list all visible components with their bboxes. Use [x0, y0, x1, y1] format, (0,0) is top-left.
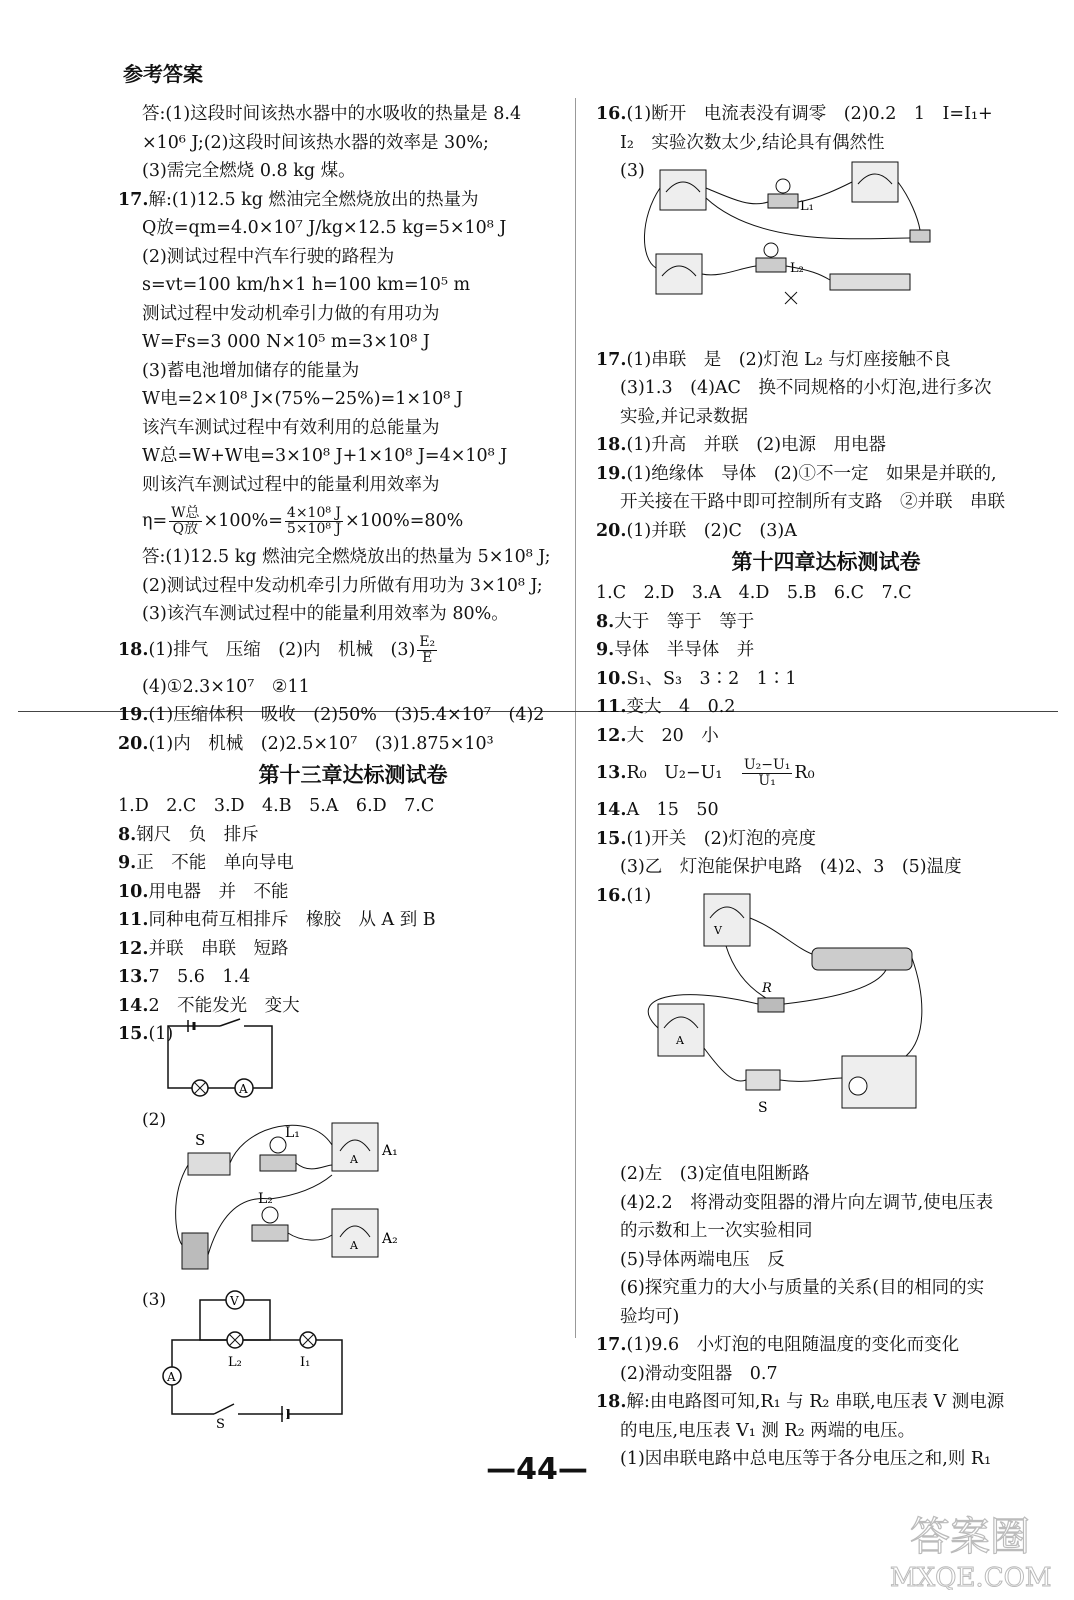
eq-middle: ×100%= — [203, 510, 283, 531]
answer-line — [118, 385, 588, 414]
question-number: 20. — [596, 520, 627, 541]
question-number: 16. — [596, 885, 627, 906]
answer-text: 则该汽车测试过程中的能量利用效率为 — [142, 474, 440, 495]
answer-line — [118, 157, 588, 186]
answer-text: (1)升高 并联 (2)电源 用电器 — [626, 435, 887, 455]
question-number: 10. — [118, 881, 149, 902]
label-15-3: (3) — [142, 1290, 167, 1310]
answer-text: (5)导体两端电压 反 — [620, 1249, 785, 1270]
answer-text: (2)测试过程中汽车行驶的路程为 — [142, 246, 395, 267]
answer-line — [596, 346, 1056, 375]
fraction — [285, 506, 343, 537]
answer-text: I₂ 实验次数太少,结论具有偶然性 — [620, 132, 885, 153]
answer-line — [118, 328, 588, 357]
ammeter-a1-label: A₁ — [382, 1143, 398, 1159]
ammeter-symbol: A — [350, 1153, 358, 1166]
answer-line — [596, 100, 1056, 129]
answer-text: 钢尺 负 排斥 — [136, 824, 259, 845]
answer-line — [118, 963, 588, 992]
ammeter-symbol: A — [167, 1370, 176, 1384]
answer-line — [118, 673, 588, 702]
answer-text: S₁、S₃ 3∶2 1∶1 — [626, 668, 797, 689]
answer-line — [596, 636, 1056, 665]
answer-text: (1)断开 电流表没有调零 (2)0.2 1 I=I₁+ — [626, 104, 993, 124]
answer-line — [118, 543, 588, 572]
answer-text: (3)需完全燃烧 0.8 kg 煤。 — [142, 161, 356, 181]
page-header: 参考答案 — [123, 62, 203, 86]
answer-text: 测试过程中发动机牵引力做的有用功为 — [142, 303, 440, 324]
answer-line — [118, 471, 588, 500]
question-number: 11. — [118, 910, 149, 930]
fraction — [742, 758, 793, 789]
answer-text: (1)开关 (2)灯泡的亮度 — [626, 828, 817, 849]
question-number: 18. — [596, 435, 627, 455]
answer-text: s=vt=100 km/h×1 h=100 km=10⁵ m — [142, 275, 471, 295]
lamp-l2-label: L₂ — [228, 1355, 242, 1370]
answer-line — [118, 300, 588, 329]
answer-text: 大 20 小 — [626, 725, 719, 746]
answer-text: 答:(1)这段时间该热水器中的水吸收的热量是 8.4 — [142, 104, 522, 124]
answer-line — [118, 186, 588, 215]
voltmeter-symbol: V — [714, 924, 722, 937]
answer-line — [118, 792, 588, 821]
answer-line — [118, 357, 588, 386]
page-number: —44— — [486, 1452, 588, 1487]
numerator: E₂ — [419, 634, 436, 650]
lamp-l2-label: L₂ — [790, 261, 804, 276]
answer-text: (1)9.6 小灯泡的电阻随温度的变化而变化 — [626, 1335, 960, 1355]
question-number: 13. — [118, 967, 149, 987]
answer-13-ch14 — [596, 750, 1056, 796]
answer-text: (3)该汽车测试过程中的能量利用效率为 80%。 — [142, 604, 509, 624]
answer-line — [118, 572, 588, 601]
circuit-15-1 — [160, 1018, 280, 1100]
denominator: 5×10⁸ J — [286, 520, 342, 537]
answer-line — [596, 1217, 1056, 1246]
answer-text: (3) — [620, 161, 645, 181]
ammeter-symbol: A — [676, 1034, 684, 1047]
lamp-l1-label: L₁ — [285, 1125, 300, 1141]
answer-text: A 15 50 — [626, 800, 719, 820]
answer-text: 答:(1)12.5 kg 燃油完全燃烧放出的热量为 5×10⁸ J; — [142, 547, 551, 567]
answer-line — [596, 825, 1056, 854]
answer-line — [596, 1189, 1056, 1218]
answer-text: (1)压缩体积 吸收 (2)50% (3)5.4×10⁷ (4)2 — [148, 705, 545, 725]
answer-text: 1.D 2.C 3.D 4.B 5.A 6.D 7.C — [118, 796, 435, 816]
answer-line — [596, 1388, 1056, 1417]
answer-text: (1)并联 (2)C (3)A — [626, 520, 797, 541]
answer-text: (2)滑动变阻器 0.7 — [620, 1363, 778, 1384]
answer-line — [118, 935, 588, 964]
question-number: 19. — [118, 705, 149, 725]
answer-line — [596, 1246, 1056, 1275]
answer-line — [118, 730, 588, 759]
watermark-line2: MXQE.COM — [890, 1563, 1052, 1590]
answer-text: 实验,并记录数据 — [620, 406, 749, 427]
answer-line — [596, 1160, 1056, 1189]
question-number: 8. — [596, 611, 615, 632]
answer-text: (4)①2.3×10⁷ ②11 — [142, 676, 310, 697]
answer-text: Q放=qm=4.0×10⁷ J/kg×12.5 kg=5×10⁸ J — [142, 218, 507, 238]
answer-line — [596, 1274, 1056, 1303]
efficiency-equation — [118, 499, 588, 543]
question-number: 14. — [596, 800, 627, 820]
answer-line — [118, 271, 588, 300]
answer-text: W=Fs=3 000 N×10⁵ m=3×10⁸ J — [142, 332, 430, 352]
ammeter-symbol: A — [350, 1239, 358, 1252]
svg-text:A: A — [239, 1082, 248, 1096]
answer-text: ×10⁶ J;(2)这段时间该热水器的效率是 30%; — [142, 132, 489, 153]
label-15-2: (2) — [142, 1110, 167, 1130]
answer-line — [118, 100, 588, 129]
circuit-16-1-photo — [636, 888, 936, 1128]
question-number: 11. — [596, 697, 627, 717]
switch-label: S — [216, 1417, 225, 1430]
answer-line — [118, 243, 588, 272]
answer-text: 1.C 2.D 3.A 4.D 5.B 6.C 7.C — [596, 583, 912, 603]
answer-line — [596, 374, 1056, 403]
answer-line — [118, 129, 588, 158]
answer-text: (1)内 机械 (2)2.5×10⁷ (3)1.875×10³ — [148, 733, 494, 754]
question-number: 8. — [118, 824, 137, 845]
question-number: 19. — [596, 463, 627, 484]
answer-text: (1)串联 是 (2)灯泡 L₂ 与灯座接触不良 — [626, 349, 951, 370]
answer-text: 并联 串联 短路 — [148, 938, 289, 959]
answer-text: (1)排气 压缩 (2)内 机械 (3) — [148, 640, 416, 661]
answer-text: 2 不能发光 变大 — [148, 995, 300, 1016]
answer-line — [596, 517, 1056, 546]
lamp-l2-label: L₂ — [258, 1191, 273, 1207]
section-title-ch13: 第十三章达标测试卷 — [258, 763, 448, 787]
resistor-label: R — [762, 981, 772, 996]
answer-line — [118, 701, 588, 730]
answer-text: 验均可) — [620, 1306, 680, 1327]
answer-text: (6)探究重力的大小与质量的关系(目的相同的实 — [620, 1278, 985, 1298]
answer-line — [596, 693, 1056, 722]
numerator: U₂−U₁ — [743, 756, 791, 773]
voltmeter-symbol: V — [230, 1294, 239, 1308]
answer-text: 的示数和上一次实验相同 — [620, 1221, 813, 1241]
answer-text: (2)测试过程中发动机牵引力所做有用功为 3×10⁸ J; — [142, 575, 543, 596]
lamp-l1-label: L₁ — [800, 199, 814, 214]
denominator: E — [422, 650, 433, 666]
question-number: 18. — [118, 640, 149, 661]
answer-line — [118, 600, 588, 629]
answer-line — [596, 665, 1056, 694]
fraction — [169, 506, 201, 537]
ammeter-a2-label: A₂ — [382, 1231, 398, 1247]
answer-text: (4)2.2 将滑动变阻器的滑片向左调节,使电压表 — [620, 1192, 994, 1213]
switch-label: S — [758, 1100, 768, 1116]
question-number: 10. — [596, 668, 627, 689]
answer-text: W总=W+W电=3×10⁸ J+1×10⁸ J=4×10⁸ J — [142, 446, 508, 466]
question-number: 14. — [118, 995, 149, 1016]
answer-line — [596, 608, 1056, 637]
answer-text: 的电压,电压表 V₁ 测 R₂ 两端的电压。 — [620, 1420, 916, 1441]
eq-end: ×100%=80% — [345, 510, 464, 531]
question-number: 12. — [596, 725, 627, 746]
answer-text: (3)乙 灯泡能保护电路 (4)2、3 (5)温度 — [620, 857, 962, 877]
denominator: U₁ — [758, 772, 776, 789]
left-column — [118, 100, 588, 1049]
answer-line — [596, 403, 1056, 432]
denominator: Q放 — [172, 520, 199, 537]
answer-text: (1)因串联电路中总电压等于各分电压之和,则 R₁ — [620, 1449, 992, 1469]
answer-line — [118, 442, 588, 471]
answer-line — [596, 1360, 1056, 1389]
question-number: 17. — [596, 1335, 627, 1355]
answer-text: (1) — [626, 885, 652, 906]
question-number: 16. — [596, 104, 627, 124]
answer-text: R₀ U₂−U₁ — [626, 762, 740, 783]
answer-line — [118, 906, 588, 935]
answer-line — [596, 1417, 1056, 1446]
answer-text: (1)绝缘体 导体 (2)①不一定 如果是并联的, — [626, 463, 997, 484]
answer-text: 变大 4 0.2 — [626, 697, 736, 717]
section-title-ch14: 第十四章达标测试卷 — [731, 550, 921, 574]
answer-text: R₀ — [794, 762, 815, 783]
numerator: W总 — [171, 504, 200, 521]
eta-label: η= — [142, 510, 168, 531]
question-number: 17. — [118, 189, 149, 210]
answer-line — [118, 214, 588, 243]
answer-text: 7 5.6 1.4 — [148, 967, 251, 987]
answer-line — [118, 992, 588, 1021]
answer-text: 该汽车测试过程中有效利用的总能量为 — [142, 417, 440, 438]
question-number: 15. — [118, 1024, 149, 1044]
answer-text: (1) — [148, 1024, 174, 1044]
answer-line — [596, 460, 1056, 489]
question-number: 12. — [118, 938, 149, 959]
watermark-line1: 答案圈 — [910, 1514, 1030, 1560]
answer-line — [596, 488, 1056, 517]
answer-line — [596, 431, 1056, 460]
question-number: 9. — [596, 640, 615, 660]
answer-18 — [118, 629, 588, 673]
answer-text: 用电器 并 不能 — [148, 881, 289, 902]
answer-text: 解:(1)12.5 kg 燃油完全燃烧放出的热量为 — [148, 189, 479, 210]
answer-text: 正 不能 单向导电 — [136, 853, 294, 873]
question-number: 15. — [596, 828, 627, 849]
answer-line — [596, 579, 1056, 608]
circuit-15-2-photo — [150, 1115, 410, 1285]
numerator: 4×10⁸ J — [286, 504, 342, 521]
answer-line — [118, 414, 588, 443]
answer-text: (3)1.3 (4)AC 换不同规格的小灯泡,进行多次 — [620, 378, 992, 398]
answer-line — [118, 849, 588, 878]
answer-text: 同种电荷互相排斥 橡胶 从 A 到 B — [148, 910, 436, 930]
question-number: 18. — [596, 1392, 627, 1412]
question-number: 13. — [596, 762, 627, 783]
answer-text: W电=2×10⁸ J×(75%−25%)=1×10⁸ J — [142, 389, 463, 409]
question-number: 17. — [596, 349, 627, 370]
answer-text: (3)蓄电池增加储存的能量为 — [142, 360, 360, 381]
answer-text: 解:由电路图可知,R₁ 与 R₂ 串联,电压表 V 测电源 — [626, 1392, 1005, 1412]
answer-line — [596, 129, 1056, 158]
answer-text: 导体 半导体 并 — [614, 640, 755, 660]
answer-text: 开关接在干路中即可控制所有支路 ②并联 串联 — [620, 492, 1005, 512]
fraction — [417, 635, 437, 666]
circuit-15-3 — [158, 1290, 358, 1430]
answer-line — [118, 878, 588, 907]
answer-text: 大于 等于 等于 — [614, 611, 755, 632]
answer-line — [596, 722, 1056, 751]
question-number: 9. — [118, 853, 137, 873]
answer-line — [596, 1303, 1056, 1332]
answer-line — [596, 796, 1056, 825]
question-number: 20. — [118, 733, 149, 754]
switch-label: S — [195, 1131, 206, 1149]
answer-line — [118, 821, 588, 850]
answer-line — [596, 1331, 1056, 1360]
watermark-logo — [880, 1500, 1060, 1590]
answer-text: (2)左 (3)定值电阻断路 — [620, 1164, 810, 1184]
answer-line — [596, 853, 1056, 882]
circuit-16-3-photo — [640, 158, 940, 318]
lamp-l1-label: I₁ — [300, 1355, 311, 1370]
